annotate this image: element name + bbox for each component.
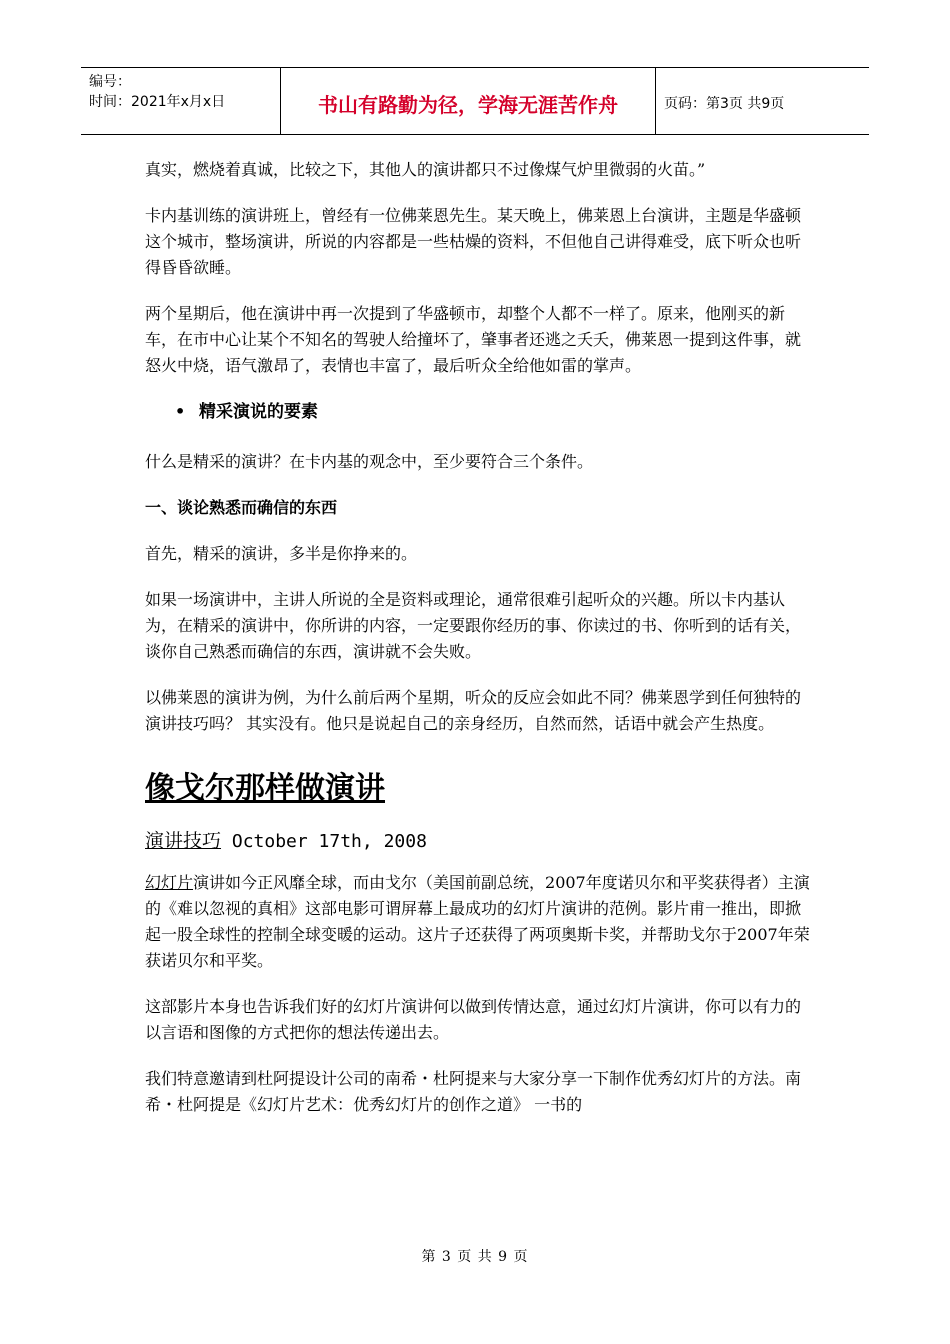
page-footer: 第 3 页 共 9 页 bbox=[421, 1249, 529, 1265]
paragraph: 两个星期后，他在演讲中再一次提到了华盛顿市，却整个人都不一样了。原来，他刚买的新车，在市中心让某个不知名的驾驶人给撞坏了，肇事者还逃之夭夭，佛莱恩一提到这件事，就怒火中烧，语气激昂了，表情也丰富了，最后听众全给他如雷的掌声。 bbox=[145, 304, 802, 375]
paragraph: 首先，精采的演讲，多半是你挣来的。 bbox=[145, 544, 418, 563]
document-body bbox=[145, 157, 813, 1138]
paragraph: 什么是精采的演讲？在卡内基的观念中，至少要符合三个条件。 bbox=[145, 452, 594, 471]
bullet-heading-text: 精采演说的要素 bbox=[199, 402, 318, 422]
paragraph: 卡内基训练的演讲班上，曾经有一位佛莱恩先生。某天晚上，佛莱恩上台演讲，主题是华盛顿这个城市，整场演讲，所说的内容都是一些枯燥的资料，不但他自己讲得难受，底下听众也听得昏昏欲睡。 bbox=[145, 206, 802, 277]
paragraph: 这部影片本身也告诉我们好的幻灯片演讲何以做到传情达意，通过幻灯片演讲，你可以有力的以言语和图像的方式把你的想法传递出去。 bbox=[145, 997, 802, 1042]
header-page-code: 页码：第3页 共9页 bbox=[664, 96, 785, 112]
time-label: 时间：2021年x月x日 bbox=[89, 94, 226, 110]
paragraph: 以佛莱恩的演讲为例，为什么前后两个星期，听众的反应会如此不同？佛莱恩学到任何独特的演讲技巧吗？ 其实没有。他只是说起自己的亲身经历，自然而然，话语中就会产生热度。 bbox=[145, 688, 802, 733]
number-label: 编号： bbox=[89, 74, 131, 90]
bullet-dot-icon: • bbox=[175, 402, 186, 421]
page-header bbox=[81, 67, 869, 135]
bullet-heading bbox=[175, 399, 813, 425]
header-motto: 书山有路勤为径，学海无涯苦作舟 bbox=[281, 68, 656, 134]
paragraph bbox=[145, 870, 813, 974]
article-date: October 17th, 2008 bbox=[221, 831, 427, 852]
paragraph: 真实，燃烧着真诚，比较之下，其他人的演讲都只不过像煤气炉里微弱的火苗。” bbox=[145, 160, 706, 179]
paragraph: 我们特意邀请到杜阿提设计公司的南希・杜阿提来与大家分享一下制作优秀幻灯片的方法。南希・杜阿提是《幻灯片艺术：优秀幻灯片的创作之道》 一书的 bbox=[145, 1069, 802, 1114]
header-meta bbox=[81, 68, 281, 134]
paragraph: 如果一场演讲中，主讲人所说的全是资料或理论，通常很难引起听众的兴趣。所以卡内基认为，在精采的演讲中，你所讲的内容，一定要跟你经历的事、你读过的书、你听到的话有关，谈你自己熟悉而确信的东西，演讲就不会失败。 bbox=[145, 590, 802, 661]
article-category-link[interactable]: 演讲技巧 bbox=[145, 830, 222, 852]
section-subheading: 一、谈论熟悉而确信的东西 bbox=[145, 498, 338, 517]
article-title[interactable]: 像戈尔那样做演讲 bbox=[145, 771, 385, 806]
article-meta bbox=[145, 827, 813, 856]
slides-link[interactable]: 幻灯片 bbox=[145, 873, 194, 892]
paragraph-text: 演讲如今正风靡全球，而由戈尔（美国前副总统，2007年度诺贝尔和平奖获得者）主演的《难以忽视的真相》这部电影可谓屏幕上最成功的幻灯片演讲的范例。影片甫一推出，即掀起一股全球性的控制全球变暖的运动。这片子还获得了两项奥斯卡奖，并帮助戈尔于2007年荣获诺贝尔和平奖。 bbox=[145, 873, 810, 970]
